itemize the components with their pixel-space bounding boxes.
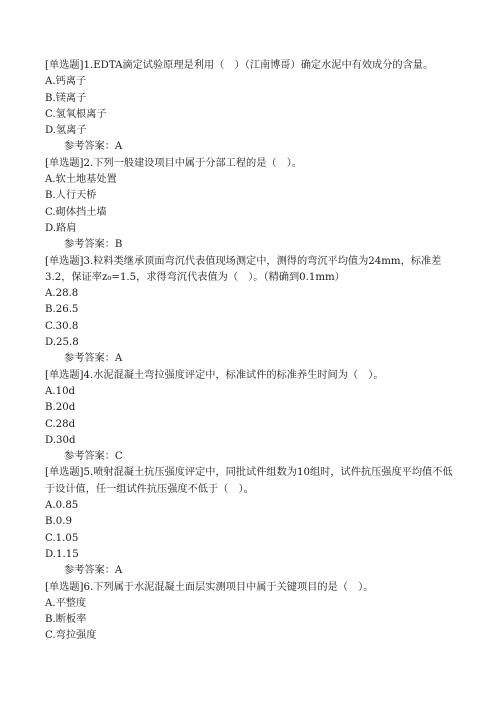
- option-c: C.1.05: [45, 532, 79, 544]
- question-5: [45, 465, 455, 579]
- reference-answer: 参考答案：B: [64, 239, 123, 251]
- option-b: B.人行天桥: [45, 190, 97, 202]
- option-b: B.26.5: [45, 304, 79, 316]
- option-b: B.0.9: [45, 516, 72, 528]
- option-d: D.30d: [45, 434, 76, 446]
- option-d: D.1.15: [45, 548, 79, 560]
- question-1: [45, 58, 455, 156]
- option-a: A.平整度: [45, 597, 87, 609]
- option-d: D.25.8: [45, 337, 79, 349]
- question-list: [45, 58, 455, 645]
- option-c: C.28d: [45, 418, 76, 430]
- question-stem: [单选题]3.粒料类继承顶面弯沉代表值现场测定中，测得的弯沉平均值为24mm，标准差3.2，保证率z₀=1.5，求得弯沉代表值为（ ）。（精确到0.1mm）: [45, 255, 442, 283]
- option-a: A.0.85: [45, 500, 79, 512]
- option-c: C.砌体挡土墙: [45, 206, 107, 218]
- option-c: C.弯拉强度: [45, 630, 97, 642]
- option-a: A.钙离子: [45, 76, 87, 88]
- question-4: [45, 368, 455, 466]
- question-stem: [单选题]5.喷射混凝土抗压强度评定中，同批试件组数为10组时，试件抗压强度平均值不低于设计值，任一组试件抗压强度不低于（ ）。: [45, 467, 453, 495]
- reference-answer: 参考答案：C: [64, 451, 123, 463]
- option-d: D.氢离子: [45, 125, 87, 137]
- question-stem: [单选题]2.下列一般建设项目中属于分部工程的是（ ）。: [45, 157, 303, 169]
- option-b: B.断板率: [45, 614, 87, 626]
- question-2: [45, 156, 455, 254]
- option-b: B.20d: [45, 402, 76, 414]
- question-stem: [单选题]6.下列属于水泥混凝土面层实测项目中属于关键项目的是（ ）。: [45, 581, 374, 593]
- option-d: D.路肩: [45, 222, 77, 234]
- question-6: [45, 580, 455, 645]
- reference-answer: 参考答案：A: [64, 353, 123, 365]
- option-c: C.氢氧根离子: [45, 108, 107, 120]
- question-3: [45, 254, 455, 368]
- reference-answer: 参考答案：A: [64, 141, 123, 153]
- question-stem: [单选题]4.水泥混凝土弯拉强度评定中，标准试件的标准养生时间为（ ）。: [45, 369, 384, 381]
- option-a: A.10d: [45, 385, 76, 397]
- option-a: A.28.8: [45, 288, 79, 300]
- option-b: B.镁离子: [45, 92, 87, 104]
- option-a: A.软土地基处置: [45, 174, 117, 186]
- option-c: C.30.8: [45, 320, 79, 332]
- question-stem: [单选题]1.EDTA滴定试验原理是利用（ ）（江南博哥）确定水泥中有效成分的含量。: [45, 60, 434, 71]
- reference-answer: 参考答案：A: [64, 565, 123, 577]
